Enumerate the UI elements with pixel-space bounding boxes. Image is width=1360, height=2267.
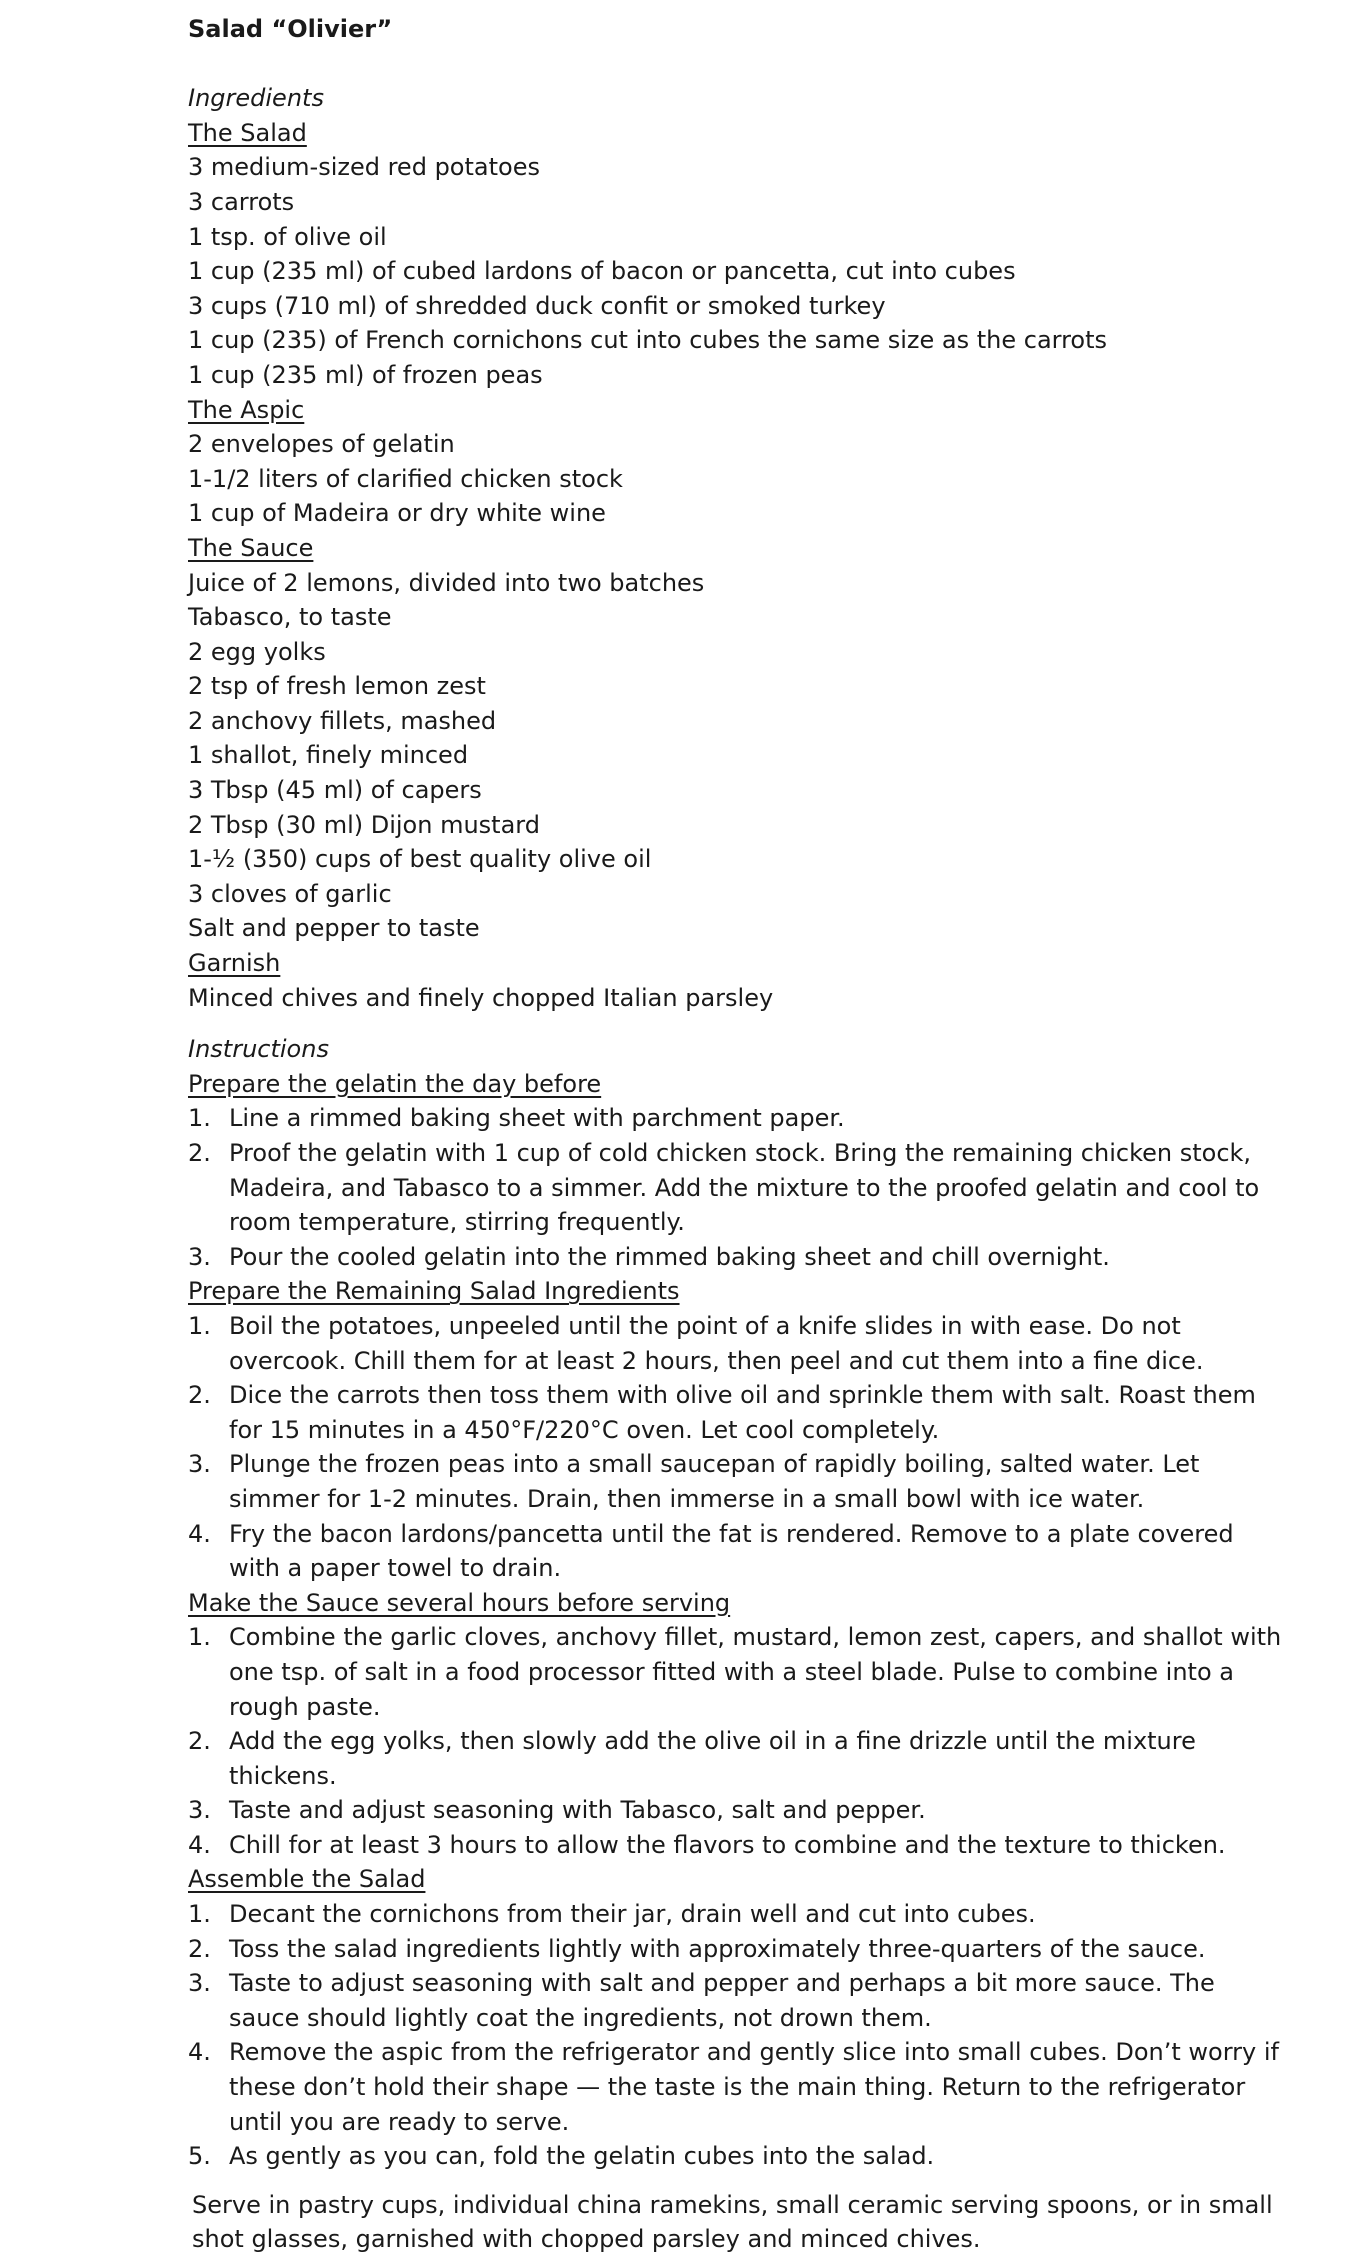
step-number: 4. (188, 2038, 211, 2067)
ingredients-heading: Ingredients (188, 84, 324, 113)
step-text-line: Proof the gelatin with 1 cup of cold chicken stock. Bring the remaining chicken stock, (229, 1139, 1252, 1167)
instructions-heading: Instructions (188, 1035, 329, 1064)
step-text-line: until you are ready to serve. (229, 2107, 570, 2136)
step-text-line: Boil the potatoes, unpeeled until the point of a knife slides in with ease. Do not (229, 1311, 1181, 1340)
step-text-line: Add the egg yolks, then slowly add the olive oil in a fine drizzle until the mixture (229, 1727, 1196, 1756)
ingredient-item: 1-1/2 liters of clarified chicken stock (188, 464, 623, 493)
instruction-steps (188, 1101, 1308, 1274)
ingredient-groups (188, 116, 1308, 1015)
step-number: 3. (188, 1242, 211, 1271)
instruction-steps (188, 1309, 1308, 1586)
instruction-group-heading: Assemble the Salad (188, 1865, 426, 1894)
step-number: 2. (188, 1727, 211, 1756)
step-text-line: Taste and adjust seasoning with Tabasco, salt and pepper. (229, 1796, 926, 1825)
ingredient-item: 1 cup (235) of French cornichons cut into cubes the same size as the carrots (188, 326, 1108, 355)
ingredient-group (188, 531, 1308, 946)
step-text-line: simmer for 1-2 minutes. Drain, then immerse in a small bowl with ice water. (229, 1484, 1145, 1513)
step-text-line: Madeira, and Tabasco to a simmer. Add the mixture to the proofed gelatin and cool to (229, 1173, 1260, 1202)
step-text-line: Dice the carrots then toss them with olive oil and sprinkle them with salt. Roast them (229, 1381, 1256, 1410)
instruction-group (188, 1862, 1308, 2173)
ingredient-item: 3 cloves of garlic (188, 879, 392, 908)
step-number: 2. (188, 1139, 211, 1167)
instruction-step (188, 1897, 1308, 1932)
instruction-groups (188, 1067, 1308, 2174)
serving-note-line: shot glasses, garnished with chopped parsley and minced chives. (192, 2225, 981, 2254)
step-number: 1. (188, 1623, 211, 1652)
ingredient-item: 2 egg yolks (188, 637, 326, 666)
ingredient-item: 1 shallot, finely minced (188, 741, 469, 770)
ingredient-item: 3 medium-sized red potatoes (188, 153, 540, 182)
instruction-group-heading: Make the Sauce several hours before serving (188, 1588, 731, 1617)
ingredient-item: 3 Tbsp (45 ml) of capers (188, 776, 482, 805)
instruction-step (188, 1101, 1308, 1136)
spacer (188, 1015, 1308, 1032)
ingredient-item: Juice of 2 lemons, divided into two batches (188, 568, 705, 597)
step-number: 3. (188, 1969, 211, 1998)
ingredient-group-heading: The Salad (188, 118, 307, 147)
step-text-line: Remove the aspic from the refrigerator and gently slice into small cubes. Don’t worry if (229, 2038, 1279, 2067)
instruction-step (188, 1932, 1308, 1967)
step-number: 3. (188, 1450, 211, 1479)
step-text-line: Pour the cooled gelatin into the rimmed baking sheet and chill overnight. (229, 1242, 1110, 1271)
ingredient-group (188, 116, 1308, 393)
instruction-step (188, 1828, 1308, 1863)
serving-note (188, 2188, 1308, 2257)
ingredient-item: 1 tsp. of olive oil (188, 222, 387, 251)
step-text-line: with a paper towel to drain. (229, 1554, 562, 1583)
ingredient-item: 1 cup (235 ml) of frozen peas (188, 360, 543, 389)
step-text-line: Toss the salad ingredients lightly with approximately three-quarters of the sauce. (229, 1934, 1206, 1963)
step-number: 4. (188, 1519, 211, 1548)
ingredient-item: Salt and pepper to taste (188, 914, 480, 943)
step-text-line: Decant the cornichons from their jar, drain well and cut into cubes. (229, 1900, 1036, 1929)
step-text-line: rough paste. (229, 1692, 381, 1721)
instruction-steps (188, 1620, 1308, 1862)
step-number: 5. (188, 2142, 211, 2171)
step-text-line: for 15 minutes in a 450°F/220°C oven. Let cool completely. (229, 1415, 940, 1444)
instruction-step (188, 2035, 1308, 2139)
step-text-line: overcook. Chill them for at least 2 hours, then peel and cut them into a fine dice. (229, 1346, 1204, 1375)
step-text-line: As gently as you can, fold the gelatin cubes into the salad. (229, 2142, 935, 2171)
ingredient-item: 1 cup (235 ml) of cubed lardons of bacon or pancetta, cut into cubes (188, 257, 1016, 286)
recipe-document (188, 12, 1308, 2257)
spacer (188, 47, 1308, 82)
serving-note-line: Serve in pastry cups, individual china ramekins, small ceramic serving spoons, or in small (192, 2190, 1273, 2219)
step-text-line: Plunge the frozen peas into a small saucepan of rapidly boiling, salted water. Let (229, 1450, 1200, 1479)
ingredient-group-heading: Garnish (188, 949, 281, 978)
instruction-group (188, 1274, 1308, 1585)
ingredient-item: 2 envelopes of gelatin (188, 430, 455, 459)
ingredient-item: 2 Tbsp (30 ml) Dijon mustard (188, 810, 540, 839)
instruction-step (188, 1966, 1308, 2035)
ingredient-item: 2 tsp of fresh lemon zest (188, 672, 486, 701)
step-number: 2. (188, 1381, 211, 1410)
step-text-line: Line a rimmed baking sheet with parchment paper. (229, 1104, 845, 1133)
instruction-group (188, 1067, 1308, 1275)
step-number: 1. (188, 1900, 211, 1929)
instruction-step (188, 1517, 1308, 1586)
instruction-step (188, 1724, 1308, 1793)
instruction-group-heading: Prepare the Remaining Salad Ingredients (188, 1277, 680, 1306)
instruction-step (188, 1793, 1308, 1828)
step-text-line: room temperature, stirring frequently. (229, 1208, 685, 1237)
ingredient-item: 2 anchovy fillets, mashed (188, 706, 497, 735)
ingredient-group (188, 393, 1308, 531)
step-text-line: these don’t hold their shape — the taste is the main thing. Return to the refrigerator (229, 2073, 1246, 2102)
ingredient-item: 1-½ (350) cups of best quality olive oil (188, 845, 652, 874)
instruction-step (188, 1309, 1308, 1378)
instruction-step (188, 1620, 1308, 1724)
step-text-line: Chill for at least 3 hours to allow the flavors to combine and the texture to thicken. (229, 1830, 1226, 1859)
step-number: 2. (188, 1934, 211, 1963)
instruction-steps (188, 1897, 1308, 2174)
step-text-line: Taste to adjust seasoning with salt and pepper and perhaps a bit more sauce. The (229, 1969, 1215, 1998)
step-number: 1. (188, 1104, 211, 1133)
ingredient-group-heading: The Aspic (188, 395, 305, 424)
instruction-step (188, 1447, 1308, 1516)
ingredient-item: 3 carrots (188, 187, 295, 216)
ingredient-item: Tabasco, to taste (188, 603, 392, 632)
step-number: 4. (188, 1830, 211, 1859)
instruction-step (188, 2139, 1308, 2174)
recipe-title: Salad “Olivier” (188, 15, 393, 43)
instruction-group-heading: Prepare the gelatin the day before (188, 1069, 602, 1098)
ingredient-item: 1 cup of Madeira or dry white wine (188, 499, 606, 528)
ingredient-group-heading: The Sauce (188, 533, 314, 562)
step-text-line: Fry the bacon lardons/pancetta until the fat is rendered. Remove to a plate covered (229, 1519, 1234, 1548)
ingredient-item: Minced chives and finely chopped Italian parsley (188, 983, 774, 1012)
ingredient-item: 3 cups (710 ml) of shredded duck confit or smoked turkey (188, 291, 886, 320)
step-text-line: thickens. (229, 1761, 337, 1790)
instruction-step (188, 1240, 1308, 1275)
ingredient-group (188, 946, 1308, 1015)
instruction-step (188, 1378, 1308, 1447)
instruction-group (188, 1586, 1308, 1863)
step-number: 3. (188, 1796, 211, 1825)
instruction-step (188, 1136, 1308, 1240)
step-text-line: one tsp. of salt in a food processor fitted with a steel blade. Pulse to combine into a (229, 1657, 1234, 1686)
step-text-line: sauce should lightly coat the ingredients, not drown them. (229, 2003, 932, 2032)
step-number: 1. (188, 1311, 211, 1340)
step-text-line: Combine the garlic cloves, anchovy fillet, mustard, lemon zest, capers, and shallot with (229, 1623, 1282, 1652)
